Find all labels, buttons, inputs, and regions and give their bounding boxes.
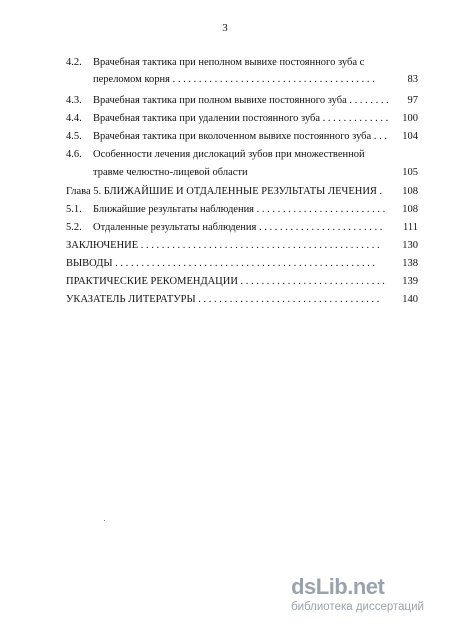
toc-entry-4-6-number: 4.6. [66,149,82,160]
toc-entry-4-5-page: 104 [402,131,418,142]
toc-entry-recommendations-title: ПРАКТИЧЕСКИЕ РЕКОМЕНДАЦИИ . . . . . . . . . . . . . . . . . . . . . . . . . . . . [66,276,385,287]
watermark [291,576,424,614]
toc-entry-recommendations-page: 139 [402,276,418,287]
toc-entry-4-2-number: 4.2. [66,57,82,68]
toc-entry-4-5-number: 4.5. [66,131,82,142]
watermark-subtitle: библиотека диссертаций [291,601,424,613]
toc-entry-5-1-number: 5.1. [66,204,82,215]
toc-entry-5-2-title: Отдаленные результаты наблюдения . . . . . . . . . . . . . . . . . . . . . . . . [93,222,383,233]
toc-entry-4-5-title: Врачебная тактика при вколоченном вывихе постоянного зуба . . . [93,131,387,142]
toc-entry-5-2-page: 111 [403,222,418,233]
page-number: 3 [222,22,228,34]
toc-entry-4-6-title-cont: травме челюстно-лицевой области [93,167,248,178]
toc-entry-conclusion-page: 130 [402,240,418,251]
toc-entry-5-1-page: 108 [402,204,418,215]
toc-entry-4-3-number: 4.3. [66,95,82,106]
toc-entry-4-2-title: Врачебная тактика при неполном вывихе постоянного зуба с [93,57,365,68]
toc-entry-5-1-title: Ближайшие результаты наблюдения . . . . . . . . . . . . . . . . . . . . . . . . . [93,204,386,215]
toc-entry-4-2-page: 83 [407,74,418,85]
toc-entry-5-2-number: 5.2. [66,222,82,233]
toc-entry-4-6-title: Особенности лечения дислокаций зубов при множественной [93,149,365,160]
toc-entry-references-title: УКАЗАТЕЛЬ ЛИТЕРАТУРЫ . . . . . . . . . . . . . . . . . . . . . . . . . . . . . . . . . . . [66,294,380,305]
toc-entry-4-3-title: Врачебная тактика при полном вывихе постоянного зуба . . . . . . . . [93,95,389,106]
toc-entry-chapter-5-title: Глава 5. БЛИЖАЙШИЕ И ОТДАЛЕННЫЕ РЕЗУЛЬТАТЫ ЛЕЧЕНИЯ . [66,186,383,197]
toc-entry-findings-page: 138 [402,258,418,269]
toc-entry-4-4-title: Врачебная тактика при удалении постоянного зуба . . . . . . . . . . . . . [93,113,389,124]
toc-entry-conclusion-title: ЗАКЛЮЧЕНИЕ . . . . . . . . . . . . . . . . . . . . . . . . . . . . . . . . . . . . . . . . . . . . . . [66,240,380,251]
toc-entry-4-4-page: 100 [402,113,418,124]
toc-entry-chapter-5-page: 108 [402,186,418,197]
toc-entry-4-3-page: 97 [407,95,418,106]
watermark-logo: dsLib.net [291,574,385,599]
toc-entry-4-2-title-cont: переломом корня . . . . . . . . . . . . . . . . . . . . . . . . . . . . . . . . . . . . . . . [93,74,375,85]
scan-speck [104,520,105,521]
toc-entry-4-4-number: 4.4. [66,113,82,124]
toc-entry-4-6-page: 105 [402,167,418,178]
toc-entry-references-page: 140 [402,294,418,305]
toc-entry-findings-title: ВЫВОДЫ . . . . . . . . . . . . . . . . . . . . . . . . . . . . . . . . . . . . . . . . . . . . . . . . . . [66,258,376,269]
